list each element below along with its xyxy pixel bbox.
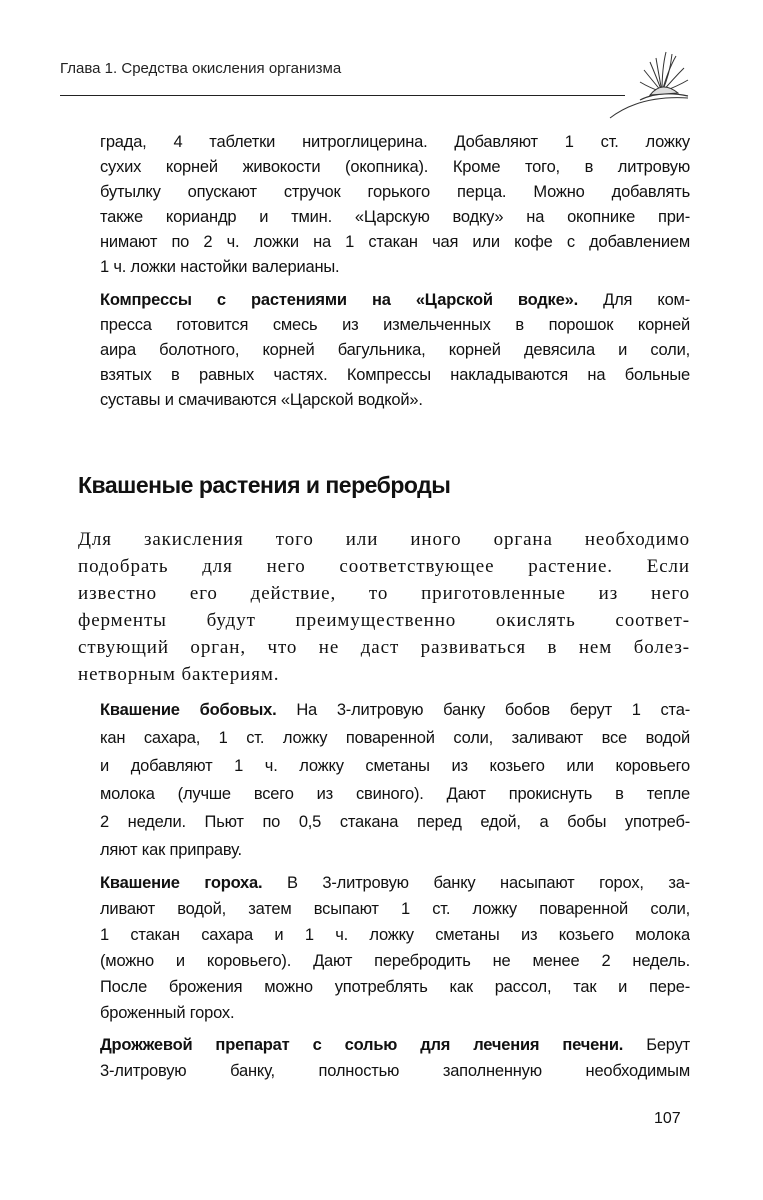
paragraph-lead: Квашение бобовых. <box>100 701 277 719</box>
text-line: 3-литровую банку, полностью заполненную необходимым <box>100 1062 690 1080</box>
flower-ornament-icon <box>600 40 690 120</box>
text-line <box>100 1032 690 1058</box>
page-number: 107 <box>654 1110 681 1127</box>
text-line: пресса готовится смесь из измельченных в порошок корней <box>100 316 690 334</box>
text-line <box>100 288 690 313</box>
paragraph <box>100 288 690 413</box>
paragraph <box>100 1032 690 1084</box>
text-line: и добавляют 1 ч. ложку сметаны из козьего или коровьего <box>100 757 690 775</box>
text-line: 2 недели. Пьют по 0,5 стакана перед едой, а бобы употреб- <box>100 813 690 831</box>
text-line: молока (лучше всего из свиного). Дают прокиснуть в тепле <box>100 785 690 803</box>
text-line: ливают водой, затем всыпают 1 ст. ложку поваренной соли, <box>100 900 690 918</box>
paragraph <box>78 526 690 688</box>
text-line: (можно и коровьего). Дают перебродить не менее 2 недель. <box>100 952 690 970</box>
header-rule <box>60 95 625 96</box>
text-line: После брожения можно употреблять как рассол, так и пере- <box>100 978 690 996</box>
text-line: 1 стакан сахара и 1 ч. ложку сметаны из козьего молока <box>100 926 690 944</box>
text-line: ферменты будут преимущественно окислять соответ- <box>78 610 690 631</box>
line-text: В 3-литровую банку насыпают горох, за- <box>262 874 690 892</box>
text-line: града, 4 таблетки нитроглицерина. Добавляют 1 ст. ложку <box>100 133 690 151</box>
text-line: подобрать для него соответствующее растение. Если <box>78 556 690 577</box>
text-line: кан сахара, 1 ст. ложку поваренной соли, заливают все водой <box>100 729 690 747</box>
text-line: сухих корней живокости (окопника). Кроме того, в литровую <box>100 158 690 176</box>
paragraph-lead: Квашение гороха. <box>100 874 263 892</box>
text-line: Для закисления того или иного органа необходимо <box>78 529 690 550</box>
paragraph <box>100 870 690 1026</box>
paragraph <box>100 130 690 280</box>
text-line: нимают по 2 ч. ложки на 1 стакан чая или кофе с добавлением <box>100 233 690 251</box>
text-line: броженный горох. <box>100 1004 235 1022</box>
text-line: взятых в равных частях. Компрессы накладываются на больные <box>100 366 690 384</box>
text-line <box>100 870 690 896</box>
text-line: ляют как приправу. <box>100 841 242 859</box>
text-line: также кориандр и тмин. «Царскую водку» на окопнике при- <box>100 208 690 226</box>
text-line: известно его действие, то приготовленные из него <box>78 583 690 604</box>
section-heading: Квашеные растения и переброды <box>78 472 451 498</box>
line-text: На 3-литровую банку бобов берут 1 ста- <box>276 701 690 719</box>
paragraph-lead: Компрессы с растениями на «Царской водке». <box>100 291 578 309</box>
text-line: нетворным бактериям. <box>78 664 280 685</box>
line-text: Берут <box>623 1036 690 1054</box>
paragraph <box>100 696 690 864</box>
paragraph-lead: Дрожжевой препарат с солью для лечения печени. <box>100 1036 624 1054</box>
running-header: Глава 1. Средства окисления организма <box>60 60 342 77</box>
text-line: аира болотного, корней багульника, корней девясила и соли, <box>100 341 690 359</box>
text-line: 1 ч. ложки настойки валерианы. <box>100 258 340 276</box>
line-text: Для ком- <box>577 291 690 309</box>
text-line: суставы и смачиваются «Царской водкой». <box>100 391 423 409</box>
text-line <box>100 696 690 724</box>
text-line: бутылку опускают стручок горького перца. Можно добавлять <box>100 183 690 201</box>
text-line: ствующий орган, что не даст развиваться в нем болез- <box>78 637 690 658</box>
